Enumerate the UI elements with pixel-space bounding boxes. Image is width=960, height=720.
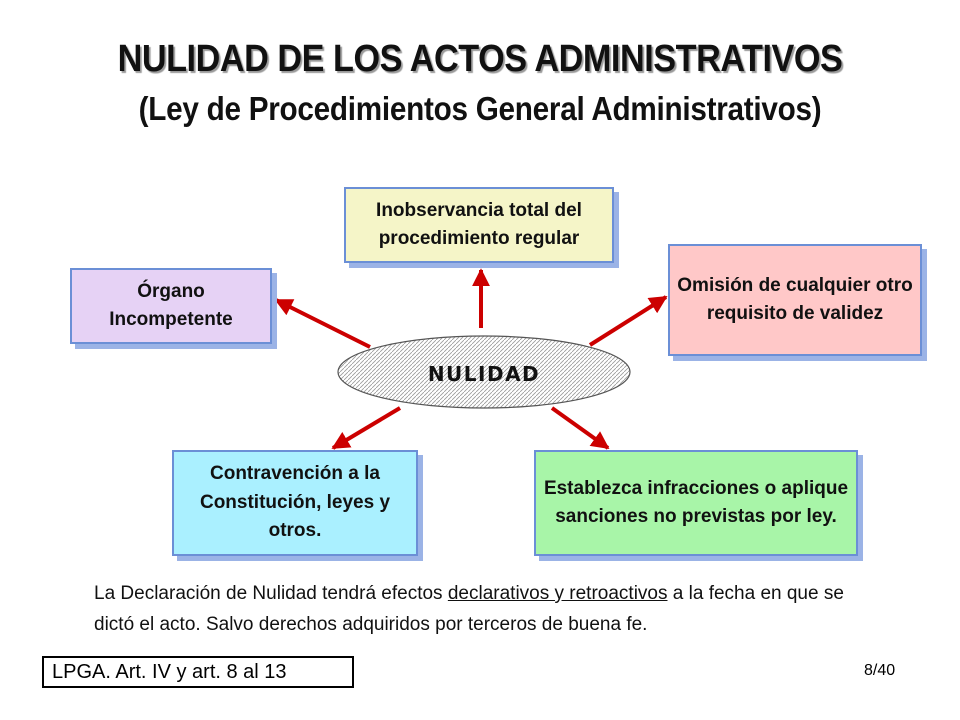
- law-reference: LPGA. Art. IV y art. 8 al 13: [42, 656, 354, 688]
- node-bottom-left: Contravención a la Constitución, leyes y otros.: [172, 450, 418, 556]
- node-top: Inobservancia total del procedimiento regular: [344, 187, 614, 263]
- slide-subtitle: (Ley de Procedimientos General Administrativos): [138, 90, 822, 127]
- slide-title: NULIDAD DE LOS ACTOS ADMINISTRATIVOS: [117, 38, 843, 80]
- arrow-bottom-left: [333, 408, 400, 448]
- page-number: 8/40: [864, 662, 896, 679]
- footnote-part1: La Declaración de Nulidad tendrá efectos: [94, 583, 448, 604]
- footnote-part2: a la fecha en que se dictó el acto. Salvo derechos adquiridos por terceros de buena fe.: [94, 583, 844, 635]
- node-right: Omisión de cualquier otro requisito de validez: [668, 244, 922, 356]
- node-bottom-right: Establezca infracciones o aplique sanciones no previstas por ley.: [534, 450, 858, 556]
- center-label: NULIDAD: [427, 362, 541, 386]
- footnote: [94, 578, 874, 640]
- arrow-left: [276, 300, 370, 347]
- node-left: Órgano Incompetente: [70, 268, 272, 344]
- footnote-underlined: declarativos y retroactivos: [447, 583, 668, 604]
- arrow-bottom-right: [552, 408, 608, 448]
- arrow-right: [590, 297, 666, 345]
